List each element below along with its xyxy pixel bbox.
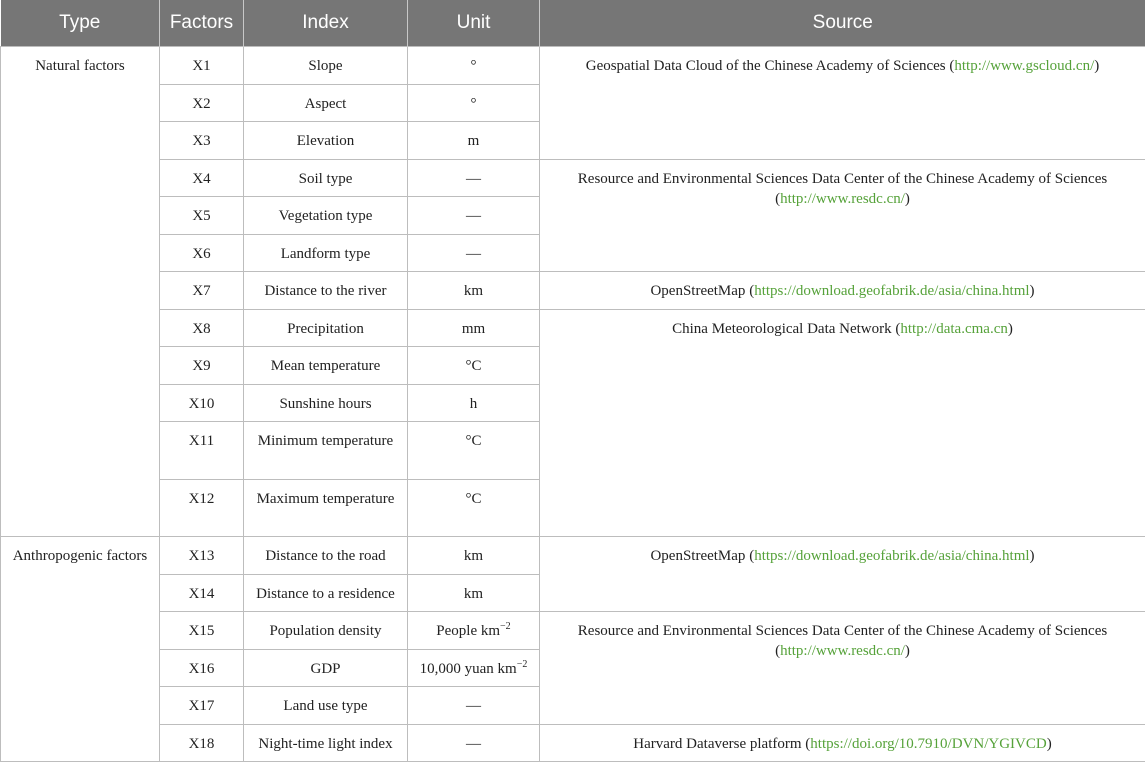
source-cell: OpenStreetMap (https://download.geofabrik.de/asia/china.html) (540, 272, 1145, 310)
index-cell: GDP (244, 649, 408, 687)
factor-cell: X13 (160, 537, 244, 575)
table-row (1, 159, 1145, 197)
source-link[interactable]: http://data.cma.cn (900, 321, 1007, 337)
factor-cell: X1 (160, 47, 244, 85)
index-cell: Aspect (244, 84, 408, 122)
source-cell: China Meteorological Data Network (http://data.cma.cn) (540, 309, 1145, 537)
unit-cell: °C (408, 479, 540, 537)
unit-cell: °C (408, 347, 540, 385)
unit-cell: km (408, 537, 540, 575)
source-name: Resource and Environmental Sciences Data Center of the Chinese Academy of Sciences (578, 623, 1107, 639)
header-row (1, 0, 1145, 47)
index-cell: Slope (244, 47, 408, 85)
source-link[interactable]: http://www.resdc.cn/ (780, 643, 905, 659)
source-cell: Geospatial Data Cloud of the Chinese Academy of Sciences (http://www.gscloud.cn/) (540, 47, 1145, 160)
table-row (1, 612, 1145, 650)
factor-cell: X9 (160, 347, 244, 385)
source-cell: OpenStreetMap (https://download.geofabrik.de/asia/china.html) (540, 537, 1145, 612)
factor-cell: X12 (160, 479, 244, 537)
source-name: Resource and Environmental Sciences Data Center of the Chinese Academy of Sciences (578, 171, 1107, 187)
index-cell: Mean temperature (244, 347, 408, 385)
source-name: Harvard Dataverse platform (633, 736, 801, 752)
index-cell: Night-time light index (244, 724, 408, 762)
factor-cell: X18 (160, 724, 244, 762)
source-cell: Resource and Environmental Sciences Data Center of the Chinese Academy of Sciences (http://www.resdc.cn/) (540, 159, 1145, 272)
unit-cell: — (408, 724, 540, 762)
unit-exponent: −2 (517, 659, 528, 670)
table-row (1, 537, 1145, 575)
unit-text: 10,000 yuan km (420, 661, 517, 677)
factor-cell: X3 (160, 122, 244, 160)
index-cell: Precipitation (244, 309, 408, 347)
unit-text: People km (436, 623, 500, 639)
factor-cell: X16 (160, 649, 244, 687)
index-cell: Maximum temperature (244, 479, 408, 537)
group-natural: Natural factors (1, 47, 160, 537)
header-unit: Unit (408, 0, 540, 47)
source-name: Geospatial Data Cloud of the Chinese Academy of Sciences (586, 58, 946, 74)
factor-cell: X4 (160, 159, 244, 197)
index-cell: Land use type (244, 687, 408, 725)
factor-cell: X10 (160, 384, 244, 422)
index-cell: Sunshine hours (244, 384, 408, 422)
source-link[interactable]: https://download.geofabrik.de/asia/china.html (754, 548, 1029, 564)
unit-cell (408, 649, 540, 687)
unit-cell: — (408, 234, 540, 272)
table-row (1, 47, 1145, 85)
source-cell: Resource and Environmental Sciences Data Center of the Chinese Academy of Sciences (http://www.resdc.cn/) (540, 612, 1145, 725)
header-source: Source (540, 0, 1145, 47)
factor-cell: X7 (160, 272, 244, 310)
source-link[interactable]: https://doi.org/10.7910/DVN/YGIVCD (810, 736, 1046, 752)
factor-cell: X2 (160, 84, 244, 122)
index-cell: Soil type (244, 159, 408, 197)
factor-cell: X15 (160, 612, 244, 650)
index-cell: Distance to the road (244, 537, 408, 575)
unit-cell: — (408, 197, 540, 235)
group-anthropogenic: Anthropogenic factors (1, 537, 160, 762)
index-cell: Vegetation type (244, 197, 408, 235)
factor-cell: X6 (160, 234, 244, 272)
index-cell: Elevation (244, 122, 408, 160)
factor-cell: X11 (160, 422, 244, 480)
header-index: Index (244, 0, 408, 47)
index-cell: Distance to a residence (244, 574, 408, 612)
factor-cell: X17 (160, 687, 244, 725)
index-cell: Population density (244, 612, 408, 650)
unit-exponent: −2 (500, 621, 511, 632)
unit-cell: mm (408, 309, 540, 347)
header-type: Type (1, 0, 160, 47)
source-name: OpenStreetMap (650, 548, 745, 564)
table-row (1, 309, 1145, 347)
index-cell: Minimum temperature (244, 422, 408, 480)
header-factors: Factors (160, 0, 244, 47)
index-cell: Distance to the river (244, 272, 408, 310)
source-cell: Harvard Dataverse platform (https://doi.org/10.7910/DVN/YGIVCD) (540, 724, 1145, 762)
unit-cell: — (408, 687, 540, 725)
source-link[interactable]: http://www.gscloud.cn/ (954, 58, 1094, 74)
unit-cell: m (408, 122, 540, 160)
unit-cell: ° (408, 84, 540, 122)
table-row (1, 724, 1145, 762)
index-cell: Landform type (244, 234, 408, 272)
unit-cell: h (408, 384, 540, 422)
unit-cell: — (408, 159, 540, 197)
unit-cell: °C (408, 422, 540, 480)
factor-cell: X14 (160, 574, 244, 612)
unit-cell: km (408, 272, 540, 310)
unit-cell (408, 612, 540, 650)
source-link[interactable]: https://download.geofabrik.de/asia/china.html (754, 283, 1029, 299)
source-link[interactable]: http://www.resdc.cn/ (780, 191, 905, 207)
unit-cell: ° (408, 47, 540, 85)
table-row (1, 272, 1145, 310)
source-name: China Meteorological Data Network (672, 321, 892, 337)
factor-cell: X5 (160, 197, 244, 235)
factor-cell: X8 (160, 309, 244, 347)
source-name: OpenStreetMap (650, 283, 745, 299)
unit-cell: km (408, 574, 540, 612)
